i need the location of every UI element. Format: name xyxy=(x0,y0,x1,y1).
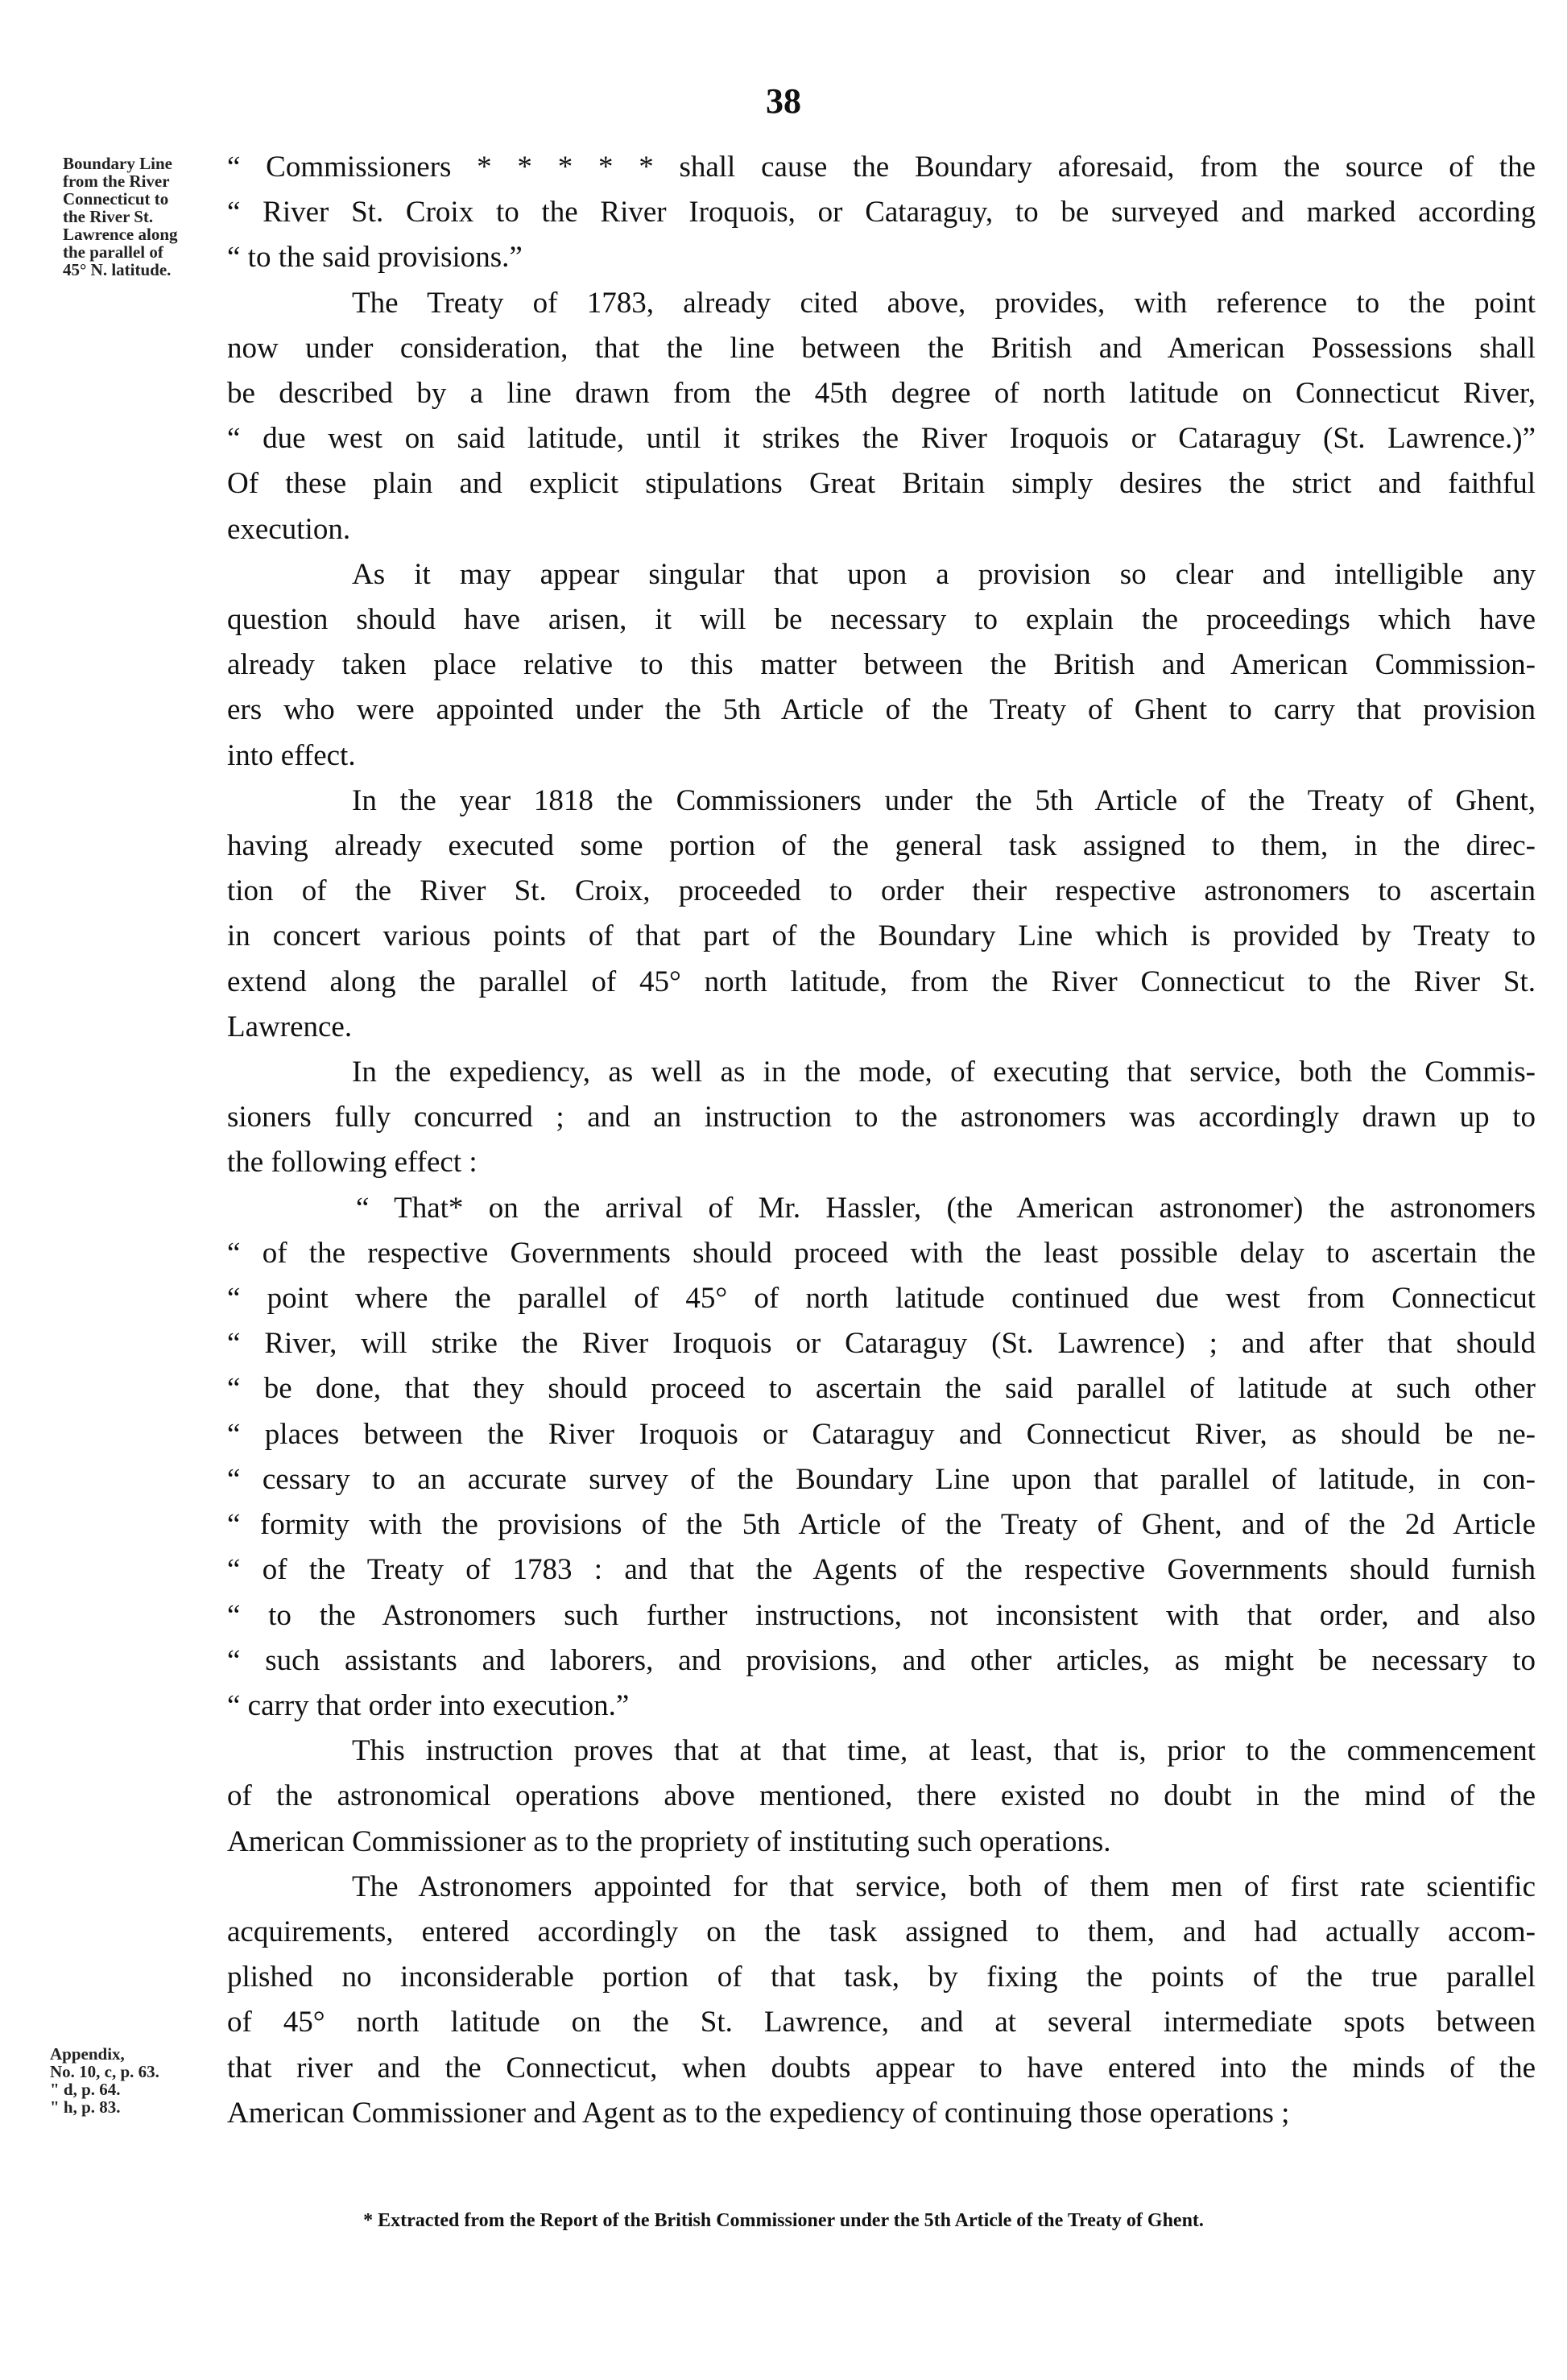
text-line: plished no inconsiderable portion of that task, by fixing the points of the true parallel xyxy=(227,1961,1536,1994)
margin-note-line: the River St. xyxy=(63,207,154,226)
text-line: tion of the River St. Croix, proceeded to order their respective astronomers to ascertain xyxy=(227,874,1536,908)
text-line: “ of the Treaty of 1783 : and that the Agents of the respective Governments should furnish xyxy=(227,1553,1536,1587)
text-line: “ to the said provisions.” xyxy=(227,241,523,275)
margin-note-line: 45° N. latitude. xyxy=(63,260,172,279)
margin-note-line: the parallel of xyxy=(63,242,163,262)
paragraph xyxy=(227,1050,1536,1186)
text-line: “ cessary to an accurate survey of the Boundary Line upon that parallel of latitude, in con- xyxy=(227,1462,1536,1496)
text-line: in concert various points of that part of the Boundary Line which is provided by Treaty to xyxy=(227,919,1536,953)
margin-note-line: " d, p. 64. xyxy=(50,2080,121,2099)
text-line: “ That* on the arrival of Mr. Hassler, (the American astronomer) the astronomers xyxy=(356,1191,1536,1225)
text-line: “ places between the River Iroquois or Cataraguy and Connecticut River, as should be ne- xyxy=(227,1417,1536,1451)
margin-note-line: Lawrence along xyxy=(63,225,178,244)
text-line: having already executed some portion of the general task assigned to them, in the direc- xyxy=(227,829,1536,863)
quoted-treaty-paragraph xyxy=(227,145,1536,281)
text-line: “ due west on said latitude, until it strikes the River Iroquois or Cataraguy (St. Lawrence.)” xyxy=(227,422,1536,456)
text-line: American Commissioner as to the propriety of instituting such operations. xyxy=(227,1824,1111,1858)
text-line: The Astronomers appointed for that service, both of them men of first rate scientific xyxy=(352,1870,1536,1903)
text-line: “ River St. Croix to the River Iroquois, or Cataraguy, to be surveyed and marked according xyxy=(227,196,1536,229)
text-line: Lawrence. xyxy=(227,1010,353,1043)
margin-note-line: Boundary Line xyxy=(63,154,172,173)
margin-note-line: Connecticut to xyxy=(63,189,169,209)
quoted-instruction xyxy=(227,1186,1536,1729)
text-line: now under consideration, that the line between the British and American Possessions shall xyxy=(227,331,1536,365)
paragraph xyxy=(227,779,1536,1050)
paragraph xyxy=(227,1865,1536,2136)
text-line: already taken place relative to this matter between the British and American Commission- xyxy=(227,648,1536,682)
text-line: into effect. xyxy=(227,738,356,772)
margin-note-line: " h, p. 83. xyxy=(50,2097,121,2117)
text-line: “ Commissioners * * * * * shall cause the Boundary aforesaid, from the source of the xyxy=(227,151,1536,184)
text-line: execution. xyxy=(227,512,351,546)
text-line: “ carry that order into execution.” xyxy=(227,1688,630,1722)
text-line: “ formity with the provisions of the 5th Article of the Treaty of Ghent, and of the 2d Article xyxy=(227,1508,1536,1542)
paragraph xyxy=(227,281,1536,552)
paragraph xyxy=(227,1729,1536,1865)
body-text xyxy=(227,145,1536,2136)
text-line: the following effect : xyxy=(227,1146,478,1180)
text-line: Of these plain and explicit stipulations Great Britain simply desires the strict and faithful xyxy=(227,467,1536,501)
text-line: of the astronomical operations above mentioned, there existed no doubt in the mind of the xyxy=(227,1779,1536,1813)
text-line: In the expediency, as well as in the mode, of executing that service, both the Commis- xyxy=(352,1056,1536,1089)
text-line: American Commissioner and Agent as to the expediency of continuing those operations ; xyxy=(227,2096,1290,2130)
text-line: acquirements, entered accordingly on the task assigned to them, and had actually accom- xyxy=(227,1915,1536,1948)
page-number: 38 xyxy=(766,81,801,121)
footnote: * Extracted from the Report of the British Commissioner under the 5th Article of the Treaty of Ghent. xyxy=(363,2210,1204,2231)
text-line: “ point where the parallel of 45° of north latitude continued due west from Connecticut xyxy=(227,1282,1536,1316)
text-line: be described by a line drawn from the 45th degree of north latitude on Connecticut River, xyxy=(227,377,1536,411)
margin-note-line: No. 10, c, p. 63. xyxy=(50,2062,159,2081)
text-line: that river and the Connecticut, when doubts appear to have entered into the minds of the xyxy=(227,2051,1536,2085)
margin-note-appendix xyxy=(50,2045,159,2116)
margin-note-line: Appendix, xyxy=(50,2044,125,2064)
margin-note-boundary-line xyxy=(63,155,178,279)
text-line: extend along the parallel of 45° north latitude, from the River Connecticut to the River St. xyxy=(227,965,1536,998)
text-line: This instruction proves that at that time, at least, that is, prior to the commencement xyxy=(352,1734,1536,1768)
text-line: “ of the respective Governments should proceed with the least possible delay to ascertain the xyxy=(227,1236,1536,1270)
paragraph xyxy=(227,552,1536,779)
margin-note-line: from the River xyxy=(63,171,170,191)
text-line: sioners fully concurred ; and an instruction to the astronomers was accordingly drawn up to xyxy=(227,1101,1536,1134)
text-line: ers who were appointed under the 5th Article of the Treaty of Ghent to carry that provision xyxy=(227,693,1536,727)
text-line: question should have arisen, it will be necessary to explain the proceedings which have xyxy=(227,603,1536,637)
text-line: “ River, will strike the River Iroquois or Cataraguy (St. Lawrence) ; and after that should xyxy=(227,1327,1536,1361)
text-line: “ be done, that they should proceed to ascertain the said parallel of latitude at such other xyxy=(227,1372,1536,1406)
text-line: As it may appear singular that upon a provision so clear and intelligible any xyxy=(352,557,1536,591)
text-line: “ such assistants and laborers, and provisions, and other articles, as might be necessary to xyxy=(227,1643,1536,1677)
text-line: “ to the Astronomers such further instructions, not inconsistent with that order, and also xyxy=(227,1598,1536,1632)
text-line: The Treaty of 1783, already cited above, provides, with reference to the point xyxy=(352,286,1536,320)
text-line: of 45° north latitude on the St. Lawrence, and at several intermediate spots between xyxy=(227,2006,1536,2039)
text-line: In the year 1818 the Commissioners under the 5th Article of the Treaty of Ghent, xyxy=(352,783,1536,817)
